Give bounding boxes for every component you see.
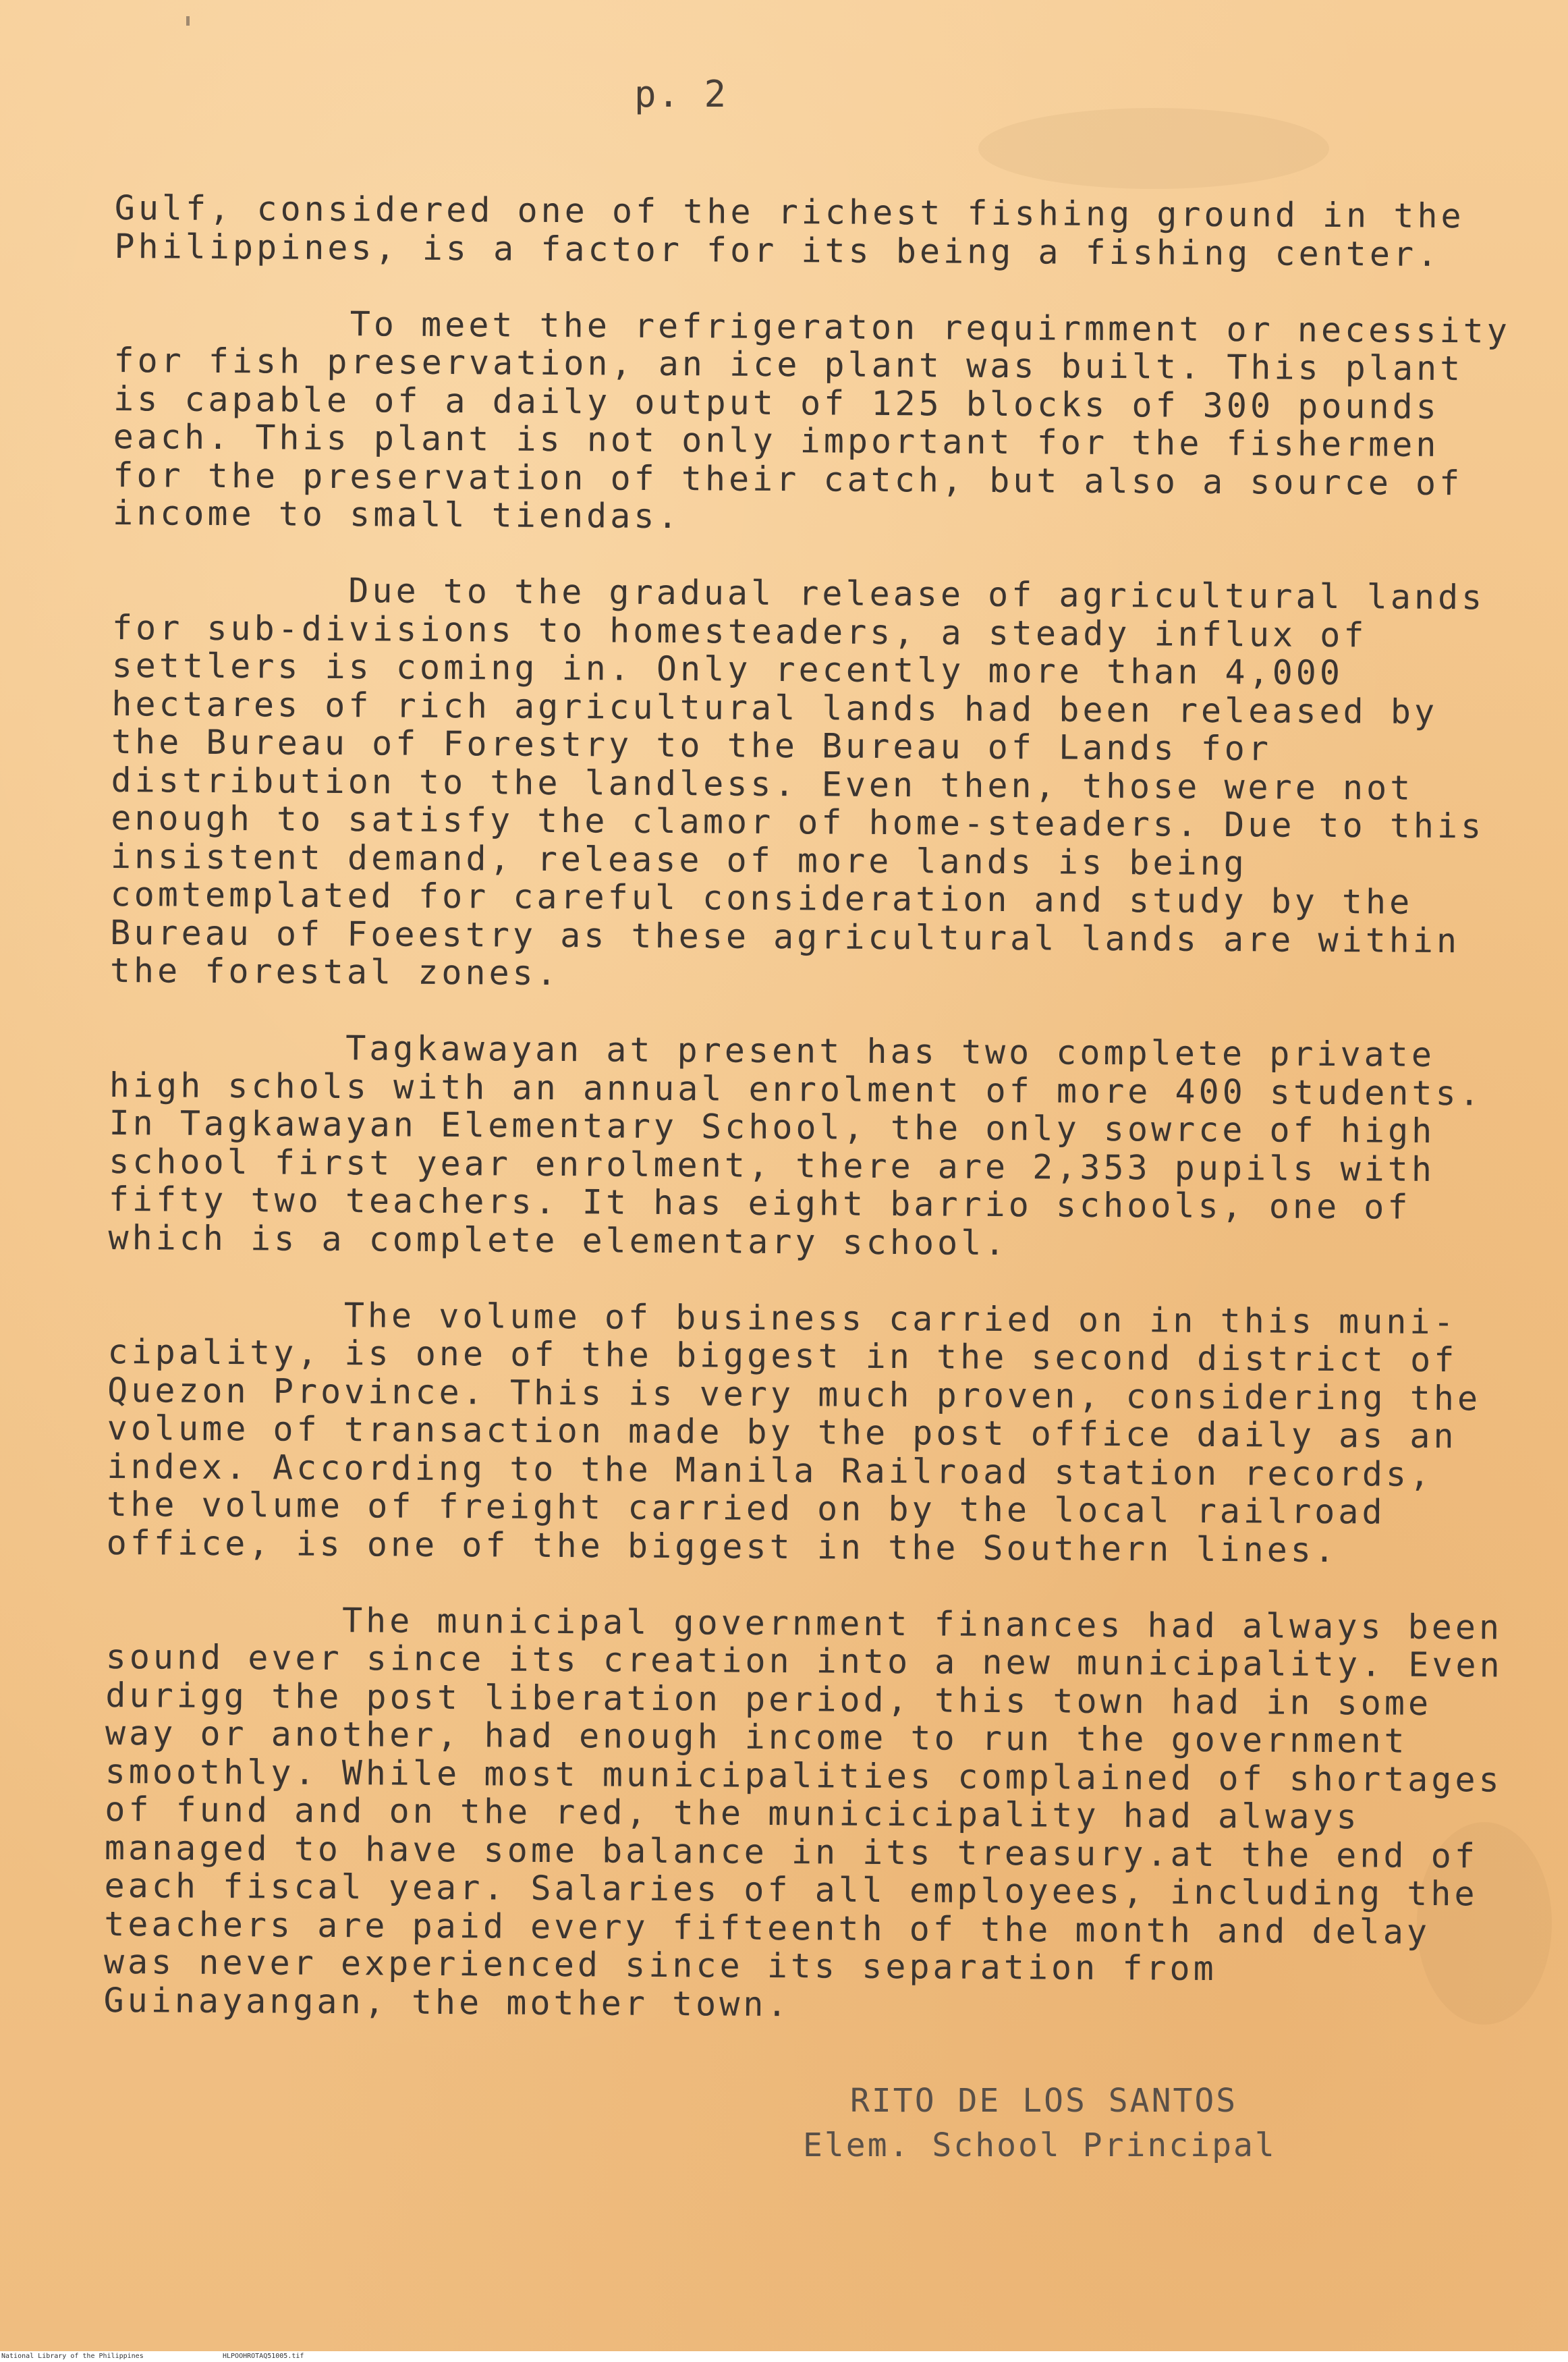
page-number: p. 2 (634, 73, 728, 115)
paragraph-gulf: Gulf, considered one of the richest fishing ground in the Philippines, is a factor for its being a fishing center. (114, 188, 1465, 274)
scan-footer (0, 2351, 1568, 2362)
paper-stain (978, 108, 1329, 189)
paragraph-ice-plant: To meet the refrigeraton requirmment or necessity for fish preservation, an ice plant was built. This plant is capable of a daily output of 125 blocks of 300 pounds each. This plant is not only important for the fishermen for the preservation of their catch, but also a source of income to small tiendas. (112, 304, 1511, 537)
paragraph-finances: The municipal government finances had always been sound ever since its creation into a new municipality. Even durigg the post liberation period, this town had in some way or another, had enough income to run the government smoothly. While most municipalities complained of shortages of fund and on the red, the municicipality had always managed to have some balance in its treasury.at the end of each fiscal year. Salaries of all employees, including the teachers are paid every fifteenth of the month and delay was never experienced since its separation from Guinayangan, the mother town. (103, 1600, 1503, 2024)
signatory-name: RITO DE LOS SANTOS (850, 2082, 1238, 2120)
margin-mark (186, 16, 190, 26)
signature-block (803, 2079, 1277, 2168)
paragraph-agricultural-lands: Due to the gradual release of agricultural lands for sub-divisions to homesteaders, a steady influx of settlers is coming in. Only recently more than 4,000 hectares of rich agricultural lands had been released by the Bureau of Forestry to the Bureau of Lands for distribution to the landless. Even then, those were not enough to satisfy the clamor of home-steaders. Due to this insistent demand, release of more lands is being comtemplated for careful consideration and study by the Bureau of Foeestry as these agricultural lands are within the forestal zones. (109, 571, 1486, 993)
signatory-title: Elem. School Principal (803, 2126, 1277, 2164)
document-body (103, 189, 1518, 2066)
paragraph-business: The volume of business carried on in this muni-cipality, is one of the biggest in the second district of Quezon Province. This is very much proven, considering the volume of transaction made by the post office daily as an index. According to the Manila Railroad station records, the volume of freight carried on by the local railroad office, is one of the biggest in the Southern lines. (106, 1295, 1482, 1570)
file-identifier: HLPOOHROTAQ51005.tif (223, 2353, 304, 2360)
library-credit: National Library of the Philippines (1, 2353, 144, 2360)
paragraph-schools: Tagkawayan at present has two complete private high schols with an annual enrolment of more 400 students. In Tagkawayan Elementary School, the only sowrce of high school first year enrolment, there are 2,353 pupils with fifty two teachers. It has eight barrio schools, one of which is a complete elementary school. (108, 1028, 1483, 1263)
